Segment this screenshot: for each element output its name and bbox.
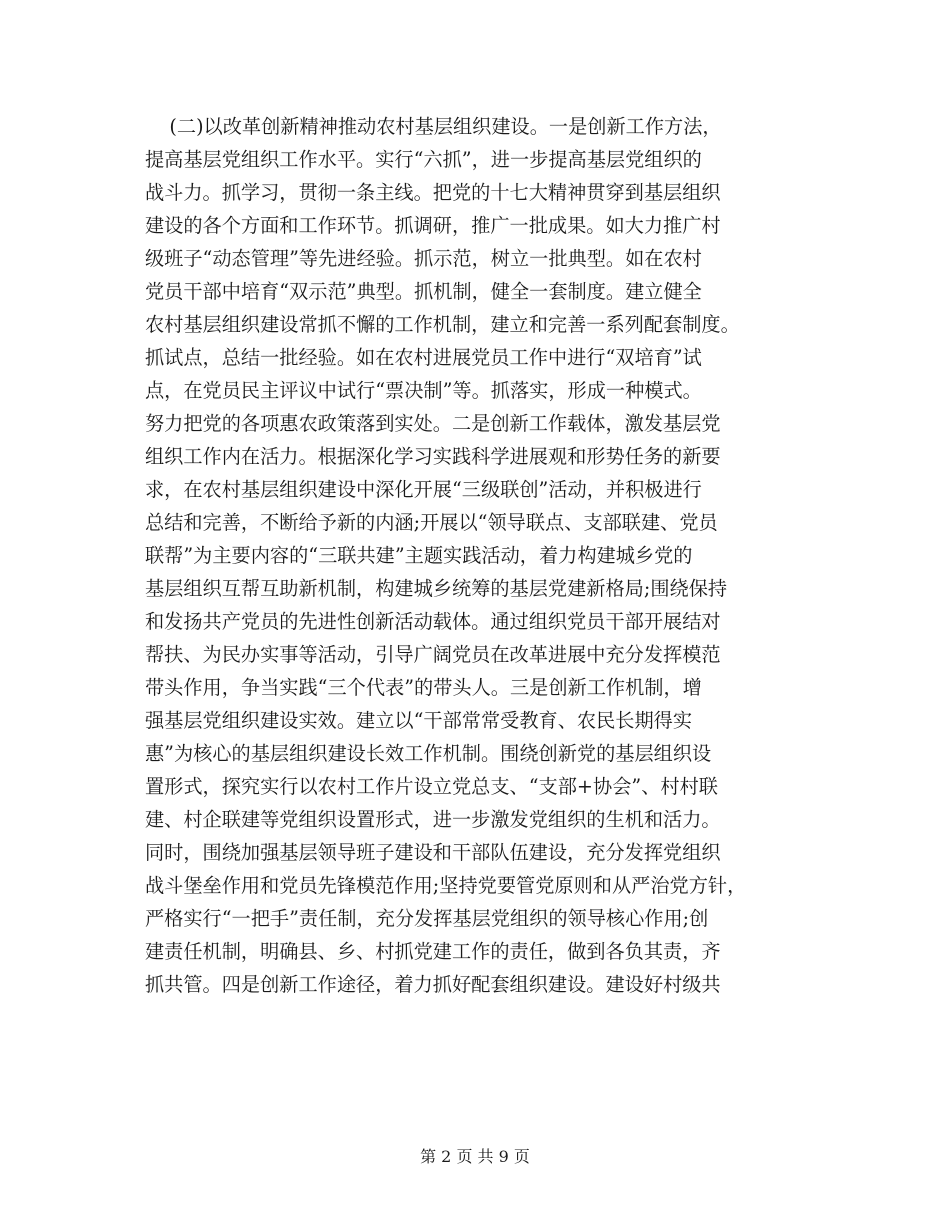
- text-line: 党员干部中培育“双示范”典型。抓机制，健全一套制度。建立健全: [145, 280, 702, 303]
- text-line: 提高基层党组织工作水平。实行“六抓”，进一步提高基层党组织的: [145, 148, 702, 171]
- text-line: 农村基层组织建设常抓不懈的工作机制，建立和完善一系列配套制度。: [145, 313, 740, 336]
- text-line: 抓共管。四是创新工作途径，着力抓好配套组织建设。建设好村级共: [145, 973, 721, 996]
- text-line: 强基层党组织建设实效。建立以“干部常常受教育、农民长期得实: [145, 709, 693, 732]
- text-line: 级班子“动态管理”等先进经验。抓示范，树立一批典型。如在农村: [145, 247, 702, 270]
- text-line: 战斗力。抓学习，贯彻一条主线。把党的十七大精神贯穿到基层组织: [145, 181, 721, 204]
- text-line: 带头作用，争当实践“三个代表”的带头人。三是创新工作机制，增: [145, 676, 702, 699]
- text-line: 建设的各个方面和工作环节。抓调研，推广一批成果。如大力推广村: [145, 214, 721, 237]
- text-line: 基层组织互帮互助新机制，构建城乡统筹的基层党建新格局;围绕保持: [145, 577, 728, 600]
- text-line: 建、村企联建等党组织设置形式，进一步激发党组织的生机和活力。: [145, 808, 721, 831]
- text-line: 组织工作内在活力。根据深化学习实践科学进展观和形势任务的新要: [145, 445, 721, 468]
- text-line: 努力把党的各项惠农政策落到实处。二是创新工作载体，激发基层党: [145, 412, 721, 435]
- text-line: 和发扬共产党员的先进性创新活动载体。通过组织党员干部开展结对: [145, 610, 721, 633]
- text-line: 总结和完善，不断给予新的内涵;开展以“领导联点、支部联建、党员: [145, 511, 718, 534]
- text-line: 严格实行“一把手”责任制，充分发挥基层党组织的领导核心作用;创: [145, 907, 709, 930]
- body-text: [145, 110, 805, 1001]
- page-footer: 第 2 页 共 9 页: [420, 1147, 530, 1166]
- text-line: 帮扶、为民办实事等活动，引导广阔党员在改革进展中充分发挥模范: [145, 643, 721, 666]
- text-line: 联帮”为主要内容的“三联共建”主题实践活动，着力构建城乡党的: [145, 544, 693, 567]
- text-line: 置形式，探究实行以农村工作片设立党总支、“支部+协会”、村村联: [145, 775, 718, 798]
- text-line: 惠”为核心的基层组织建设长效工作机制。围绕创新党的基层组织设: [145, 742, 712, 765]
- text-line: (二)以改革创新精神推动农村基层组织建设。一是创新工作方法，: [145, 115, 722, 138]
- text-line: 点，在党员民主评议中试行“票决制”等。抓落实，形成一种模式。: [145, 379, 702, 402]
- text-line: 求，在农村基层组织建设中深化开展“三级联创”活动，并积极进行: [145, 478, 702, 501]
- text-line: 战斗堡垒作用和党员先锋模范作用;坚持党要管党原则和从严治党方针，: [145, 874, 747, 897]
- text-line: 同时，围绕加强基层领导班子建设和干部队伍建设，充分发挥党组织: [145, 841, 721, 864]
- text-line: 抓试点，总结一批经验。如在农村进展党员工作中进行“双培育”试: [145, 346, 702, 369]
- text-line: 建责任机制，明确县、乡、村抓党建工作的责任，做到各负其责，齐: [145, 940, 721, 963]
